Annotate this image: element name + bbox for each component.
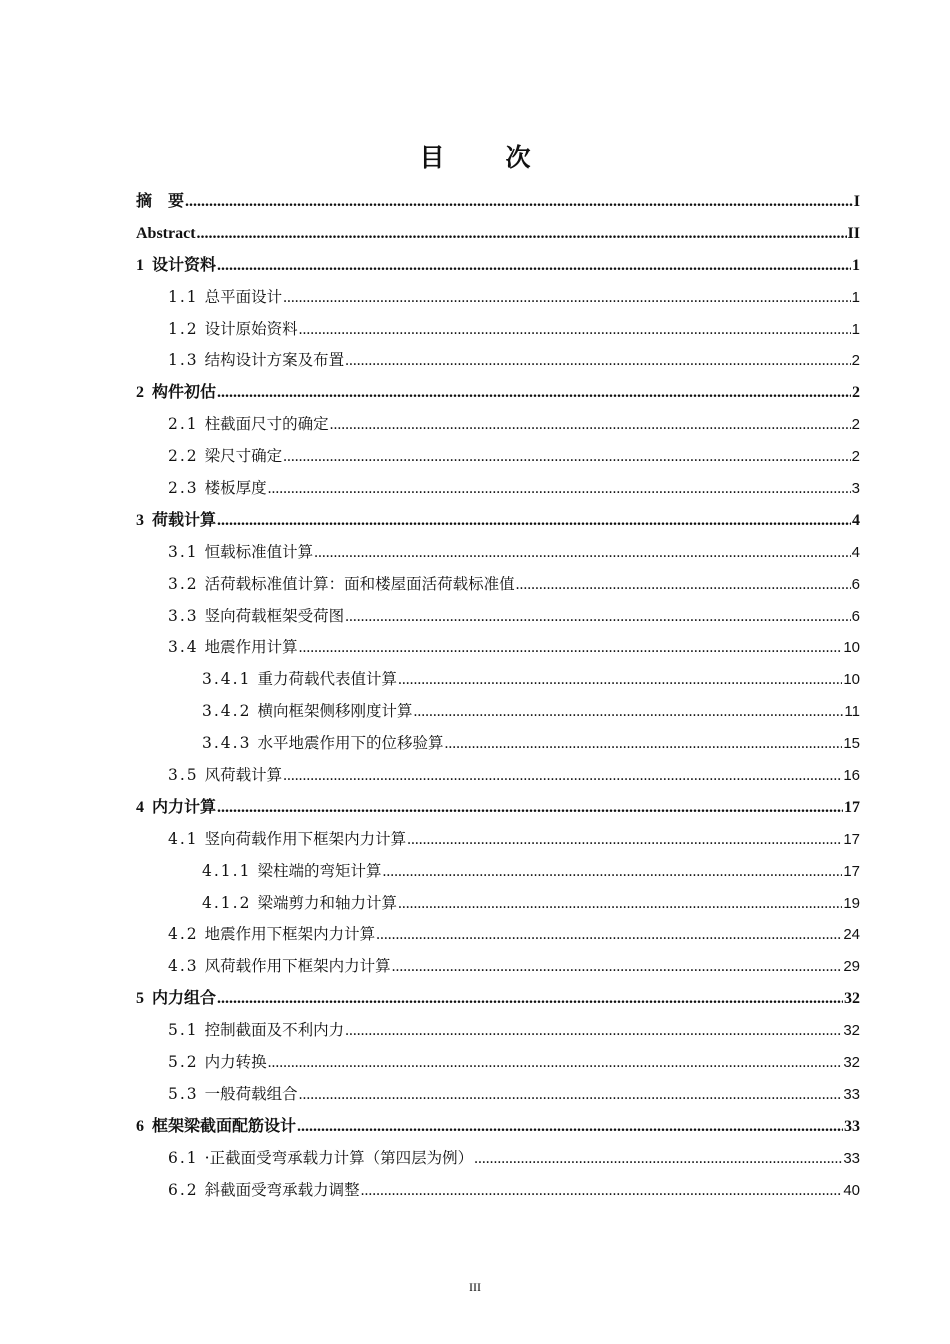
toc-entry[interactable]: [136, 792, 860, 824]
toc-entry-label: [168, 824, 406, 856]
toc-entry-page: 17: [843, 830, 860, 848]
toc-dot-leader: [444, 728, 842, 760]
toc-entry-page: 17: [844, 798, 860, 816]
toc-dot-leader: [299, 632, 843, 664]
toc-dot-leader: [361, 1175, 843, 1207]
toc-entry-page: 4: [852, 511, 860, 529]
toc-entry-page: 3: [851, 480, 860, 498]
toc-entry-page: 32: [844, 990, 860, 1008]
toc-entry-text: 风荷载计算: [204, 766, 283, 785]
toc-entry-page: 29: [843, 958, 860, 976]
toc-entry[interactable]: [136, 250, 860, 282]
toc-entry-text: 横向框架侧移刚度计算: [257, 702, 413, 721]
toc-entry-text: Abstract: [136, 224, 196, 242]
toc-entry[interactable]: [136, 186, 860, 218]
toc-entry-text: 梁尺寸确定: [204, 447, 283, 466]
toc-entry-text: 柱截面尺寸的确定: [204, 415, 329, 434]
toc-entry[interactable]: [136, 664, 860, 696]
toc-entry-text: 恒载标准值计算: [204, 542, 314, 561]
toc-entry-label: [136, 983, 216, 1015]
toc-entry-text: 竖向荷载框架受荷图: [204, 606, 345, 625]
toc-entry-page: 6: [851, 575, 860, 593]
toc-entry-page: 17: [843, 862, 860, 880]
toc-entry-page: 33: [843, 1085, 860, 1103]
toc-entry-text: 风荷载作用下框架内力计算: [204, 957, 391, 976]
toc-entry-label: [202, 888, 397, 920]
toc-title: 目 次: [419, 143, 549, 172]
toc-entry-text: 梁柱端的弯矩计算: [257, 861, 382, 880]
toc-entry-text: 总平面设计: [204, 287, 283, 306]
toc-entry-label: [202, 696, 412, 728]
page-number: III: [469, 1280, 481, 1294]
toc-entry-text: 地震作用计算: [204, 638, 298, 657]
toc-entry-number: 4.1.1: [202, 861, 252, 880]
toc-entry-label: [168, 632, 298, 664]
toc-entry-number: 2.2: [168, 447, 199, 466]
toc-dot-leader: [283, 441, 850, 473]
toc-dot-leader: [413, 696, 843, 728]
toc-entry-text: 摘 要: [136, 193, 185, 210]
toc-entry[interactable]: [136, 1047, 860, 1079]
toc-dot-leader: [474, 1143, 842, 1175]
toc-entry-label: [168, 537, 313, 569]
toc-entry-page: 2: [851, 448, 860, 466]
toc-entry-number: 1.1: [168, 287, 199, 306]
toc-entry-page: 1: [852, 256, 860, 274]
toc-entry-page: 24: [843, 926, 860, 944]
toc-entry-page: 10: [843, 671, 860, 689]
toc-entry-page: I: [853, 193, 860, 210]
toc-entry[interactable]: [136, 951, 860, 983]
toc-entry-label: [136, 1111, 296, 1143]
toc-entry-text: 一般荷载组合: [204, 1084, 298, 1103]
toc-entry[interactable]: [136, 505, 860, 537]
toc-entry-number: 3.4: [168, 638, 199, 657]
toc-entry-number: 6.2: [168, 1180, 199, 1199]
toc-entry-number: 1.2: [168, 319, 199, 338]
toc-entry-label: [168, 441, 282, 473]
toc-entry-number: 3.2: [168, 574, 199, 593]
toc-entry-label: [136, 218, 196, 250]
toc-entry-label: [168, 1143, 473, 1175]
toc-entry-label: [168, 409, 329, 441]
toc-entry-number: 4.2: [168, 925, 199, 944]
toc-entry-text: 重力荷载代表值计算: [257, 670, 397, 689]
toc-entry-number: 4.1.2: [202, 893, 252, 912]
toc-entry[interactable]: [136, 569, 860, 601]
toc-entry-label: [168, 760, 282, 792]
toc-entry-number: 3.3: [168, 606, 199, 625]
toc-entry-number: 5.3: [168, 1084, 199, 1103]
toc-entry-page: 19: [843, 894, 860, 912]
toc-entry[interactable]: [136, 537, 860, 569]
toc-entry-page: 32: [843, 1022, 860, 1040]
toc-entry-page: 2: [851, 352, 860, 370]
toc-entry-label: [136, 792, 216, 824]
toc-entry-number: 2.3: [168, 479, 199, 498]
toc-entry-label: [136, 186, 184, 218]
toc-dot-leader: [330, 409, 851, 441]
toc-entry[interactable]: [136, 760, 860, 792]
toc-entry-text: ·正截面受弯承载力计算（第四层为例）: [204, 1148, 474, 1167]
toc-dot-leader: [299, 1079, 843, 1111]
toc-dot-leader: [516, 569, 851, 601]
toc-entry-number: 5.2: [168, 1053, 199, 1072]
toc-entry-label: [168, 314, 298, 346]
toc-entry-page: 2: [852, 384, 860, 402]
toc-entry-label: [168, 919, 375, 951]
toc-entry-label: [168, 282, 282, 314]
toc-entry-text: 楼板厚度: [204, 479, 267, 498]
toc-entry-number: 3.4.1: [202, 670, 252, 689]
toc-entry[interactable]: [136, 1175, 860, 1207]
toc-entry-number: 6.1: [168, 1148, 199, 1167]
toc-dot-leader: [345, 345, 850, 377]
table-of-contents: [136, 186, 860, 1207]
toc-dot-leader: [376, 919, 842, 951]
toc-entry-label: [136, 505, 216, 537]
toc-entry[interactable]: [136, 728, 860, 760]
toc-entry[interactable]: [136, 441, 860, 473]
toc-entry-text: 设计原始资料: [204, 319, 298, 338]
toc-dot-leader: [392, 951, 843, 983]
toc-entry-page: 1: [851, 288, 860, 306]
toc-entry-page: 10: [843, 639, 860, 657]
toc-dot-leader: [407, 824, 842, 856]
toc-entry[interactable]: [136, 377, 860, 409]
toc-entry-label: [202, 856, 381, 888]
toc-entry[interactable]: [136, 696, 860, 728]
toc-entry-number: 4.1: [168, 829, 199, 848]
toc-entry[interactable]: [136, 282, 860, 314]
toc-entry-page: 15: [843, 735, 860, 753]
toc-entry-number: 3.4.2: [202, 702, 252, 721]
toc-entry-label: [168, 1079, 298, 1111]
toc-entry[interactable]: [136, 983, 860, 1015]
toc-entry-label: [202, 664, 397, 696]
toc-dot-leader: [283, 760, 842, 792]
toc-dot-leader: [283, 282, 850, 314]
toc-entry-page: 2: [851, 416, 860, 434]
toc-entry-text: 水平地震作用下的位移验算: [257, 734, 444, 753]
toc-entry-page: 1: [851, 320, 860, 338]
toc-entry-page: 32: [843, 1054, 860, 1072]
toc-entry-number: 1.3: [168, 351, 199, 370]
toc-dot-leader: [185, 186, 853, 218]
toc-entry-text: 内力组合: [152, 990, 217, 1008]
toc-entry-text: 结构设计方案及布置: [204, 351, 345, 370]
toc-entry[interactable]: [136, 409, 860, 441]
toc-entry[interactable]: [136, 1015, 860, 1047]
toc-entry[interactable]: [136, 218, 860, 250]
toc-entry-text: 斜截面受弯承载力调整: [204, 1180, 360, 1199]
toc-entry[interactable]: [136, 473, 860, 505]
toc-entry-text: 荷载计算: [152, 511, 217, 529]
toc-entry-number: 3.1: [168, 542, 199, 561]
toc-entry-number: 4.3: [168, 957, 199, 976]
toc-dot-leader: [217, 505, 851, 537]
toc-entry[interactable]: [136, 345, 860, 377]
toc-dot-leader: [217, 377, 851, 409]
toc-dot-leader: [299, 314, 851, 346]
toc-entry-label: [168, 601, 344, 633]
toc-entry-label: [168, 951, 391, 983]
toc-entry-text: 控制截面及不利内力: [204, 1021, 345, 1040]
toc-dot-leader: [382, 856, 842, 888]
toc-entry-label: [136, 250, 216, 282]
toc-entry-text: 活荷载标准值计算：面和楼屋面活荷载标准值: [204, 574, 515, 593]
toc-entry-label: [168, 569, 515, 601]
toc-entry-page: 6: [851, 607, 860, 625]
toc-entry-label: [202, 728, 443, 760]
toc-entry-number: 3.4.3: [202, 734, 252, 753]
toc-entry-number: 5.1: [168, 1021, 199, 1040]
toc-dot-leader: [297, 1111, 843, 1143]
toc-entry-text: 构件初估: [152, 384, 217, 402]
toc-dot-leader: [345, 601, 850, 633]
toc-entry[interactable]: [136, 1143, 860, 1175]
toc-entry[interactable]: [136, 919, 860, 951]
toc-entry-page: II: [847, 224, 860, 242]
toc-entry-label: [168, 345, 344, 377]
toc-entry-number: 4: [136, 798, 144, 816]
toc-entry-number: 1: [136, 256, 144, 274]
toc-entry-number: 5: [136, 990, 144, 1008]
toc-entry-number: 6: [136, 1117, 144, 1135]
toc-dot-leader: [217, 792, 843, 824]
toc-entry-label: [168, 1047, 267, 1079]
toc-dot-leader: [345, 1015, 842, 1047]
toc-entry-page: 40: [843, 1181, 860, 1199]
toc-entry-text: 竖向荷载作用下框架内力计算: [204, 829, 407, 848]
toc-entry-text: 梁端剪力和轴力计算: [257, 893, 397, 912]
toc-entry-label: [136, 377, 216, 409]
toc-dot-leader: [398, 888, 842, 920]
toc-entry-text: 地震作用下框架内力计算: [204, 925, 376, 944]
toc-dot-leader: [314, 537, 850, 569]
toc-entry[interactable]: [136, 1111, 860, 1143]
toc-entry[interactable]: [136, 888, 860, 920]
toc-entry-page: 16: [843, 767, 860, 785]
toc-entry[interactable]: [136, 824, 860, 856]
toc-entry[interactable]: [136, 314, 860, 346]
toc-dot-leader: [268, 473, 851, 505]
toc-entry-text: 内力计算: [152, 798, 217, 816]
toc-dot-leader: [217, 250, 851, 282]
toc-entry-page: 33: [844, 1117, 860, 1135]
toc-entry-page: 4: [851, 543, 860, 561]
toc-entry-number: 2.1: [168, 415, 199, 434]
toc-dot-leader: [197, 218, 847, 250]
toc-entry[interactable]: [136, 856, 860, 888]
toc-dot-leader: [217, 983, 843, 1015]
toc-entry[interactable]: [136, 601, 860, 633]
toc-entry-label: [168, 1175, 360, 1207]
toc-entry-text: 内力转换: [204, 1053, 267, 1072]
toc-entry-label: [168, 473, 267, 505]
toc-dot-leader: [398, 664, 842, 696]
toc-entry-label: [168, 1015, 344, 1047]
toc-entry[interactable]: [136, 632, 860, 664]
toc-entry-number: 3.5: [168, 766, 199, 785]
toc-dot-leader: [268, 1047, 843, 1079]
toc-entry[interactable]: [136, 1079, 860, 1111]
toc-entry-number: 3: [136, 511, 144, 529]
toc-entry-number: 2: [136, 384, 144, 402]
toc-entry-page: 11: [844, 703, 860, 721]
toc-entry-text: 框架梁截面配筋设计: [152, 1117, 297, 1135]
toc-entry-text: 设计资料: [152, 256, 217, 274]
toc-entry-page: 33: [843, 1149, 860, 1167]
